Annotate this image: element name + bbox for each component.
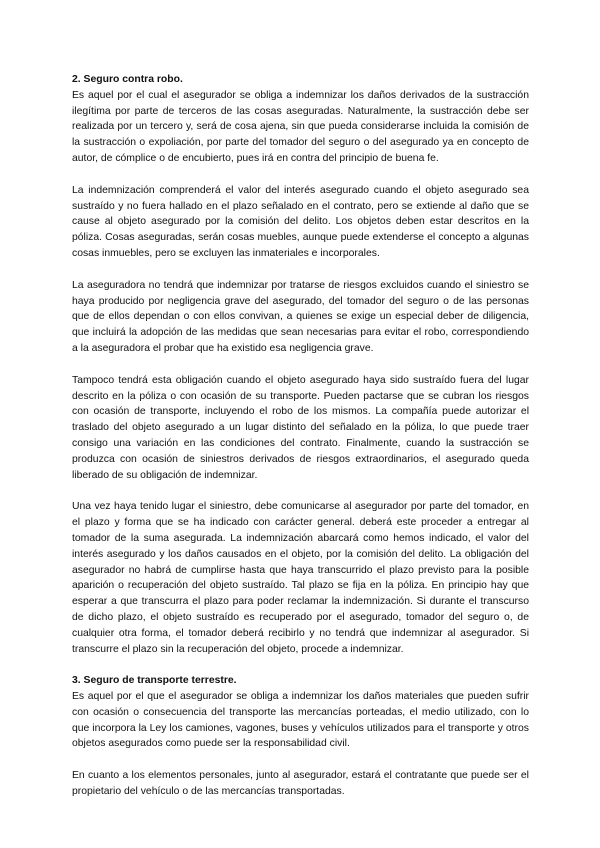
document-page — [72, 72, 529, 800]
paragraph: Es aquel por el cual el asegurador se obliga a indemnizar los daños derivados de la sustracción ilegítima por parte de terceros de las cosas aseguradas. Naturalmente, la sustracción debe ser realizada por un tercero y, será de cosa ajena, sin que pueda considerarse incluida la comisión de la sustracción o expoliación, por parte del tomador del seguro o del asegurado ya en concepto de autor, de cómplice o de encubierto, pues irá en contra del principio de buena fe. — [72, 89, 529, 164]
section-title: 2. Seguro contra robo. — [72, 74, 183, 85]
paragraph: La aseguradora no tendrá que indemnizar por tratarse de riesgos excluidos cuando el siniestro se haya producido por negligencia grave del asegurado, del tomador del seguro o de las personas que de ellos dependan o con ellos convivan, a quienes se exige un especial deber de diligencia, que incluirá la adopción de las medidas que sean necesarias para evitar el robo, correspondiendo a la aseguradora el probar que ha existido esa negligencia grave. — [72, 279, 529, 354]
paragraph: Es aquel por el que el asegurador se obliga a indemnizar los daños materiales que pueden sufrir con ocasión o consecuencia del transporte las mercancías porteadas, el medio utilizado, con lo que incorpora la Ley los camiones, vagones, buses y vehículos utilizados para el transporte y otros objetos asegurados como puede ser la responsabilidad civil. — [72, 691, 529, 750]
section-title: 3. Seguro de transporte terrestre. — [72, 675, 237, 687]
paragraph: Una vez haya tenido lugar el siniestro, debe comunicarse al asegurador por parte del tomador, en el plazo y forma que se ha indicado con carácter general. deberá este proceder a entregar al tomador de la suma asegurada. La indemnización abarcará como hemos indicado, el valor del interés asegurado y los daños causados en el objeto, por la comisión del delito. La obligación del asegurador no habrá de cumplirse hasta que haya transcurrido el plazo previsto para la posible aparición o recuperación del objeto sustraído. Tal plazo se fija en la póliza. En principio hay que esperar a que transcurra el plazo para poder reclamar la indemnización. Si durante el transcurso de dicho plazo, el objeto sustraído es recuperado por el asegurado, tomador del seguro o, de cualquier otra forma, el tomador deberá recibirlo y no tendrá que indemnizar al asegurador. Si transcurre el plazo sin la recuperación del objeto, procede a indemnizar. — [72, 501, 529, 655]
paragraph: Tampoco tendrá esta obligación cuando el objeto asegurado haya sido sustraído fuera del lugar descrito en la póliza o con ocasión de su transporte. Pueden pactarse que se cubran los riesgos con ocasión de transporte, incluyendo el robo de los mismos. La compañía puede autorizar el traslado del objeto asegurado a un lugar distinto del señalado en la póliza, lo que puede traer consigo una variación en las condiciones del contrato. Finalmente, cuando la sustracción se produzca con ocasión de siniestros derivados de riesgos extraordinarios, el asegurado queda liberado de su obligación de indemnizar. — [72, 374, 529, 481]
section-robbery-insurance — [72, 72, 529, 657]
paragraph: En cuanto a los elementos personales, junto al asegurador, estará el contratante que puede ser el propietario del vehículo o de las mercancías transportadas. — [72, 770, 529, 798]
section-land-transport-insurance — [72, 673, 529, 800]
paragraph: La indemnización comprenderá el valor del interés asegurado cuando el objeto asegurado sea sustraído y no fuera hallado en el plazo señalado en el contrato, pero se extiende al daño que se cause al objeto asegurado por la comisión del delito. Los objetos deben estar descritos en la póliza. Cosas aseguradas, serán cosas muebles, aunque puede extenderse el concepto a algunas cosas inmuebles, pero se excluyen las inmateriales e incorporales. — [72, 184, 529, 259]
